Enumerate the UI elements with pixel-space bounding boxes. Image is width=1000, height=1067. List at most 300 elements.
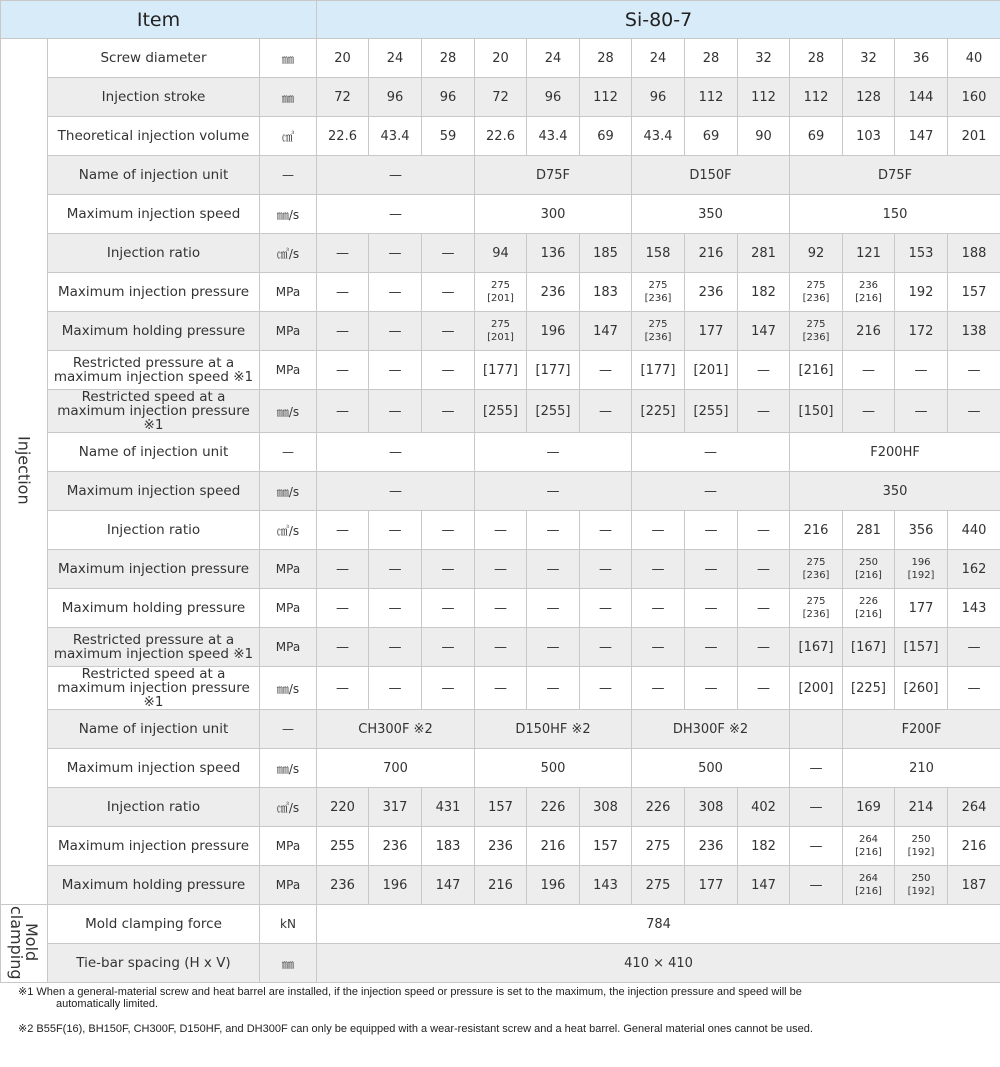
value-cell [317, 433, 475, 472]
value-cell [790, 312, 843, 351]
value-cell [790, 39, 843, 78]
value-cell [317, 628, 369, 667]
value-cell [475, 550, 527, 589]
value-cell [369, 78, 422, 117]
cell-value: — [546, 483, 560, 499]
cell-value: [260] [903, 680, 939, 696]
value-cell [475, 827, 527, 866]
value-cell [790, 390, 843, 433]
cell-value: 275 [236] [802, 557, 830, 581]
cell-value: — [388, 680, 402, 696]
value-cell [632, 667, 685, 710]
cell-value: 69 [702, 128, 720, 144]
value-cell [475, 749, 632, 788]
value-cell [422, 234, 475, 273]
cell-value: 43.4 [380, 128, 410, 144]
cell-value: — [336, 680, 350, 696]
value-cell [475, 195, 632, 234]
value-cell [475, 628, 527, 667]
value-cell [738, 312, 790, 351]
value-cell [843, 390, 895, 433]
value-cell [475, 472, 632, 511]
cell-value: — [336, 403, 350, 419]
value-cell [422, 827, 475, 866]
value-cell [580, 234, 632, 273]
row-name: Restricted speed at a maximum injection pressure ※1 [48, 390, 260, 433]
cell-value: — [389, 483, 403, 499]
value-cell [632, 550, 685, 589]
table-row [1, 351, 1000, 390]
value-cell [369, 550, 422, 589]
cell-value: 72 [334, 89, 351, 105]
cell-value: — [704, 639, 718, 655]
cell-value: — [599, 639, 613, 655]
cell-value: — [494, 639, 508, 655]
cell-value: — [336, 284, 350, 300]
footnote-1-continuation: automatically limited. [56, 998, 159, 1010]
value-cell [948, 550, 1000, 589]
value-cell [895, 589, 948, 628]
value-cell [790, 433, 1000, 472]
value-cell [422, 628, 475, 667]
value-cell [738, 589, 790, 628]
value-cell [475, 390, 527, 433]
cell-value: — [809, 838, 823, 854]
cell-value: 196 [540, 877, 566, 893]
value-cell [422, 273, 475, 312]
cell-value: 275 [236] [802, 319, 830, 343]
cell-value: 69 [807, 128, 825, 144]
cell-value: 236 [540, 284, 566, 300]
cell-value: [225] [640, 403, 676, 419]
value-cell [369, 117, 422, 156]
cell-value: 182 [751, 838, 776, 854]
model-header: Si-80-7 [317, 1, 1000, 39]
cell-value: 275 [236] [802, 280, 830, 304]
value-cell [790, 234, 843, 273]
value-cell [738, 550, 790, 589]
table-row [1, 827, 1000, 866]
value-cell [422, 390, 475, 433]
cell-value: — [389, 206, 403, 222]
value-cell [843, 827, 895, 866]
value-cell [790, 195, 1000, 234]
cell-value: — [336, 639, 350, 655]
cell-value: — [809, 799, 823, 815]
cell-value: [255] [535, 403, 571, 419]
cell-value: — [704, 600, 718, 616]
cell-value: — [441, 600, 455, 616]
value-cell [369, 39, 422, 78]
value-cell [632, 273, 685, 312]
cell-value: — [336, 561, 350, 577]
row-unit: ㎤/s [260, 511, 317, 550]
value-cell [948, 511, 1000, 550]
value-cell [738, 78, 790, 117]
value-cell [843, 628, 895, 667]
cell-value: 216 [488, 877, 513, 893]
value-cell [895, 628, 948, 667]
value-cell [948, 866, 1000, 905]
cell-value: — [388, 323, 402, 339]
value-cell [527, 866, 580, 905]
row-unit: ㎜/s [260, 195, 317, 234]
row-unit: MPa [260, 351, 317, 390]
cell-value: 112 [593, 89, 618, 105]
cell-value: 22.6 [328, 128, 357, 144]
value-cell [317, 667, 369, 710]
table-row [1, 788, 1000, 827]
cell-value: — [546, 680, 560, 696]
table-row [1, 117, 1000, 156]
cell-value: — [388, 639, 402, 655]
cell-value: 196 [382, 877, 408, 893]
cell-value: D75F [878, 167, 913, 183]
cell-value: 128 [856, 89, 881, 105]
cell-value: 43.4 [643, 128, 673, 144]
cell-value: 250 [192] [907, 873, 935, 897]
cell-value: 275 [201] [487, 319, 514, 343]
cell-value: 157 [593, 838, 618, 854]
value-cell [685, 628, 738, 667]
row-unit: — [260, 710, 317, 749]
value-cell [685, 234, 738, 273]
value-cell [317, 273, 369, 312]
value-cell [738, 273, 790, 312]
value-cell [895, 550, 948, 589]
cell-value: 96 [544, 89, 562, 105]
value-cell [843, 710, 1000, 749]
cell-value: 162 [961, 561, 987, 577]
cell-value: 20 [334, 50, 351, 66]
value-cell [843, 273, 895, 312]
cell-value: 112 [698, 89, 724, 105]
table-row [1, 905, 1000, 944]
cell-value: [201] [693, 362, 729, 378]
row-unit: kN [260, 905, 317, 944]
cell-value: 275 [201] [487, 280, 514, 304]
value-cell [317, 511, 369, 550]
row-unit: — [260, 433, 317, 472]
value-cell [738, 788, 790, 827]
value-cell [790, 273, 843, 312]
value-cell [632, 628, 685, 667]
value-cell [632, 195, 790, 234]
cell-value: 431 [435, 799, 461, 815]
value-cell [317, 905, 1000, 944]
value-cell [317, 390, 369, 433]
table-row [1, 234, 1000, 273]
cell-value: 112 [751, 89, 776, 105]
value-cell [632, 788, 685, 827]
row-name: Injection ratio [48, 788, 260, 827]
value-cell [948, 234, 1000, 273]
cell-value: 275 [236] [644, 280, 672, 304]
row-name: Restricted speed at a maximum injection pressure ※1 [48, 667, 260, 710]
cell-value: [150] [798, 403, 834, 419]
cell-value: — [388, 284, 402, 300]
value-cell [422, 667, 475, 710]
value-cell [790, 156, 1000, 195]
cell-value: 69 [597, 128, 614, 144]
table-row [1, 390, 1000, 433]
row-unit: ㎜/s [260, 390, 317, 433]
value-cell [895, 511, 948, 550]
row-unit: ㎜ [260, 78, 317, 117]
value-cell [580, 628, 632, 667]
cell-value: 308 [593, 799, 618, 815]
cell-value: 96 [649, 89, 667, 105]
cell-value: 196 [192] [907, 557, 935, 581]
cell-value: [177] [483, 362, 518, 378]
cell-value: — [967, 680, 981, 696]
footnote-2: ※2 B55F(16), BH150F, CH300F, D150HF, and DH300F can only be equipped with a wear-resistant screw and a heat barrel. General material ones cannot be used. [18, 1023, 813, 1035]
item-header: Item [1, 1, 317, 39]
value-cell [527, 234, 580, 273]
value-cell [790, 589, 843, 628]
table-row [1, 589, 1000, 628]
value-cell [317, 312, 369, 351]
cell-value: 500 [540, 760, 566, 776]
value-cell [790, 472, 1000, 511]
row-name: Restricted pressure at a maximum injection speed ※1 [48, 628, 260, 667]
cell-value: 22.6 [486, 128, 515, 144]
cell-value: 275 [645, 877, 671, 893]
group-mold-clamping-label: Mold clamping [7, 905, 41, 980]
cell-value: 92 [807, 245, 825, 261]
value-cell [369, 628, 422, 667]
group-mold-clamping [1, 905, 48, 983]
value-cell [422, 589, 475, 628]
value-cell [580, 866, 632, 905]
value-cell [632, 78, 685, 117]
cell-value: 43.4 [538, 128, 568, 144]
cell-value: 216 [961, 838, 987, 854]
value-cell [580, 511, 632, 550]
cell-value: 226 [540, 799, 566, 815]
cell-value: 143 [961, 600, 987, 616]
cell-value: 275 [645, 838, 671, 854]
value-cell [685, 39, 738, 78]
value-cell [317, 39, 369, 78]
value-cell [475, 273, 527, 312]
value-cell [948, 78, 1000, 117]
cell-value: — [599, 600, 613, 616]
cell-value: — [336, 362, 350, 378]
cell-value: 112 [803, 89, 829, 105]
cell-value: — [388, 600, 402, 616]
cell-value: 264 [216] [855, 834, 882, 858]
cell-value: 157 [488, 799, 513, 815]
cell-value: — [388, 403, 402, 419]
cell-value: 96 [386, 89, 404, 105]
cell-value: 177 [698, 323, 724, 339]
value-cell [738, 390, 790, 433]
value-cell [422, 351, 475, 390]
cell-value: — [704, 444, 718, 460]
cell-value: — [546, 600, 560, 616]
cell-value: — [441, 323, 455, 339]
row-name: Name of injection unit [48, 710, 260, 749]
cell-value: 72 [492, 89, 509, 105]
row-unit: ㎜/s [260, 472, 317, 511]
cell-value: 264 [216] [855, 873, 882, 897]
group-injection [1, 39, 48, 905]
value-cell [948, 390, 1000, 433]
cell-value: 214 [908, 799, 934, 815]
value-cell [685, 351, 738, 390]
cell-value: — [757, 639, 771, 655]
value-cell [843, 550, 895, 589]
cell-value: 182 [751, 284, 776, 300]
cell-value: [255] [693, 403, 729, 419]
cell-value: — [546, 522, 560, 538]
row-name: Injection stroke [48, 78, 260, 117]
value-cell [738, 234, 790, 273]
row-name: Mold clamping force [48, 905, 260, 944]
value-cell [527, 788, 580, 827]
value-cell [317, 234, 369, 273]
row-unit: ㎤ [260, 117, 317, 156]
value-cell [527, 390, 580, 433]
value-cell [895, 234, 948, 273]
value-cell [580, 78, 632, 117]
value-cell [685, 589, 738, 628]
value-cell [317, 944, 1000, 983]
row-unit: ㎜ [260, 39, 317, 78]
row-name: Theoretical injection volume [48, 117, 260, 156]
cell-value: 236 [488, 838, 513, 854]
cell-value: — [441, 362, 455, 378]
value-cell [685, 827, 738, 866]
value-cell [369, 827, 422, 866]
value-cell [790, 710, 843, 749]
value-cell [317, 156, 475, 195]
row-unit: ㎤/s [260, 234, 317, 273]
value-cell [685, 78, 738, 117]
cell-value: 356 [908, 522, 934, 538]
value-cell [580, 39, 632, 78]
cell-value: 150 [882, 206, 908, 222]
value-cell [632, 156, 790, 195]
value-cell [948, 273, 1000, 312]
value-cell [843, 312, 895, 351]
value-cell [948, 628, 1000, 667]
value-cell [632, 39, 685, 78]
cell-value: — [599, 362, 613, 378]
table-row [1, 944, 1000, 983]
value-cell [895, 866, 948, 905]
value-cell [685, 550, 738, 589]
cell-value: — [388, 362, 402, 378]
table-row [1, 312, 1000, 351]
cell-value: 250 [192] [907, 834, 935, 858]
footnote-1 [18, 986, 983, 1010]
value-cell [738, 511, 790, 550]
value-cell [632, 589, 685, 628]
value-cell [369, 312, 422, 351]
value-cell [475, 667, 527, 710]
cell-value: [216] [798, 362, 834, 378]
row-name: Name of injection unit [48, 156, 260, 195]
row-name: Maximum injection pressure [48, 827, 260, 866]
cell-value: — [441, 284, 455, 300]
cell-value: 147 [751, 877, 776, 893]
cell-value: — [494, 680, 508, 696]
value-cell [790, 749, 843, 788]
cell-value: — [599, 561, 613, 577]
value-cell [895, 117, 948, 156]
cell-value: — [388, 561, 402, 577]
value-cell [948, 827, 1000, 866]
cell-value: [157] [903, 639, 939, 655]
row-unit: MPa [260, 273, 317, 312]
value-cell [738, 866, 790, 905]
value-cell [580, 788, 632, 827]
value-cell [895, 667, 948, 710]
value-cell [527, 273, 580, 312]
cell-value: 59 [439, 128, 457, 144]
value-cell [632, 511, 685, 550]
cell-value: 144 [908, 89, 934, 105]
value-cell [632, 710, 790, 749]
value-cell [527, 312, 580, 351]
value-cell [895, 39, 948, 78]
cell-value: — [704, 561, 718, 577]
value-cell [527, 117, 580, 156]
value-cell [948, 117, 1000, 156]
value-cell [948, 351, 1000, 390]
value-cell [843, 117, 895, 156]
cell-value: — [809, 877, 823, 893]
value-cell [843, 788, 895, 827]
cell-value: — [441, 403, 455, 419]
footnotes [18, 986, 983, 1048]
cell-value: 281 [856, 522, 881, 538]
value-cell [948, 667, 1000, 710]
value-cell [475, 511, 527, 550]
value-cell [580, 589, 632, 628]
row-name: Tie-bar spacing (H x V) [48, 944, 260, 983]
group-injection-label: Injection [14, 436, 34, 505]
row-unit: ㎜/s [260, 667, 317, 710]
cell-value: — [704, 522, 718, 538]
value-cell [317, 78, 369, 117]
row-unit: MPa [260, 312, 317, 351]
value-cell [580, 550, 632, 589]
cell-value: [225] [851, 680, 886, 696]
cell-value: F200F [901, 721, 942, 737]
cell-value: 236 [330, 877, 355, 893]
value-cell [843, 866, 895, 905]
value-cell [422, 312, 475, 351]
cell-value: 236 [698, 284, 724, 300]
value-cell [317, 589, 369, 628]
table-row [1, 39, 1000, 78]
cell-value: — [651, 639, 665, 655]
cell-value: 136 [540, 245, 566, 261]
value-cell [685, 667, 738, 710]
cell-value: 160 [961, 89, 987, 105]
value-cell [475, 788, 527, 827]
value-cell [580, 667, 632, 710]
cell-value: — [651, 522, 665, 538]
value-cell [790, 866, 843, 905]
value-cell [369, 511, 422, 550]
value-cell [790, 628, 843, 667]
cell-value: — [546, 561, 560, 577]
cell-value: 226 [216] [855, 596, 882, 620]
